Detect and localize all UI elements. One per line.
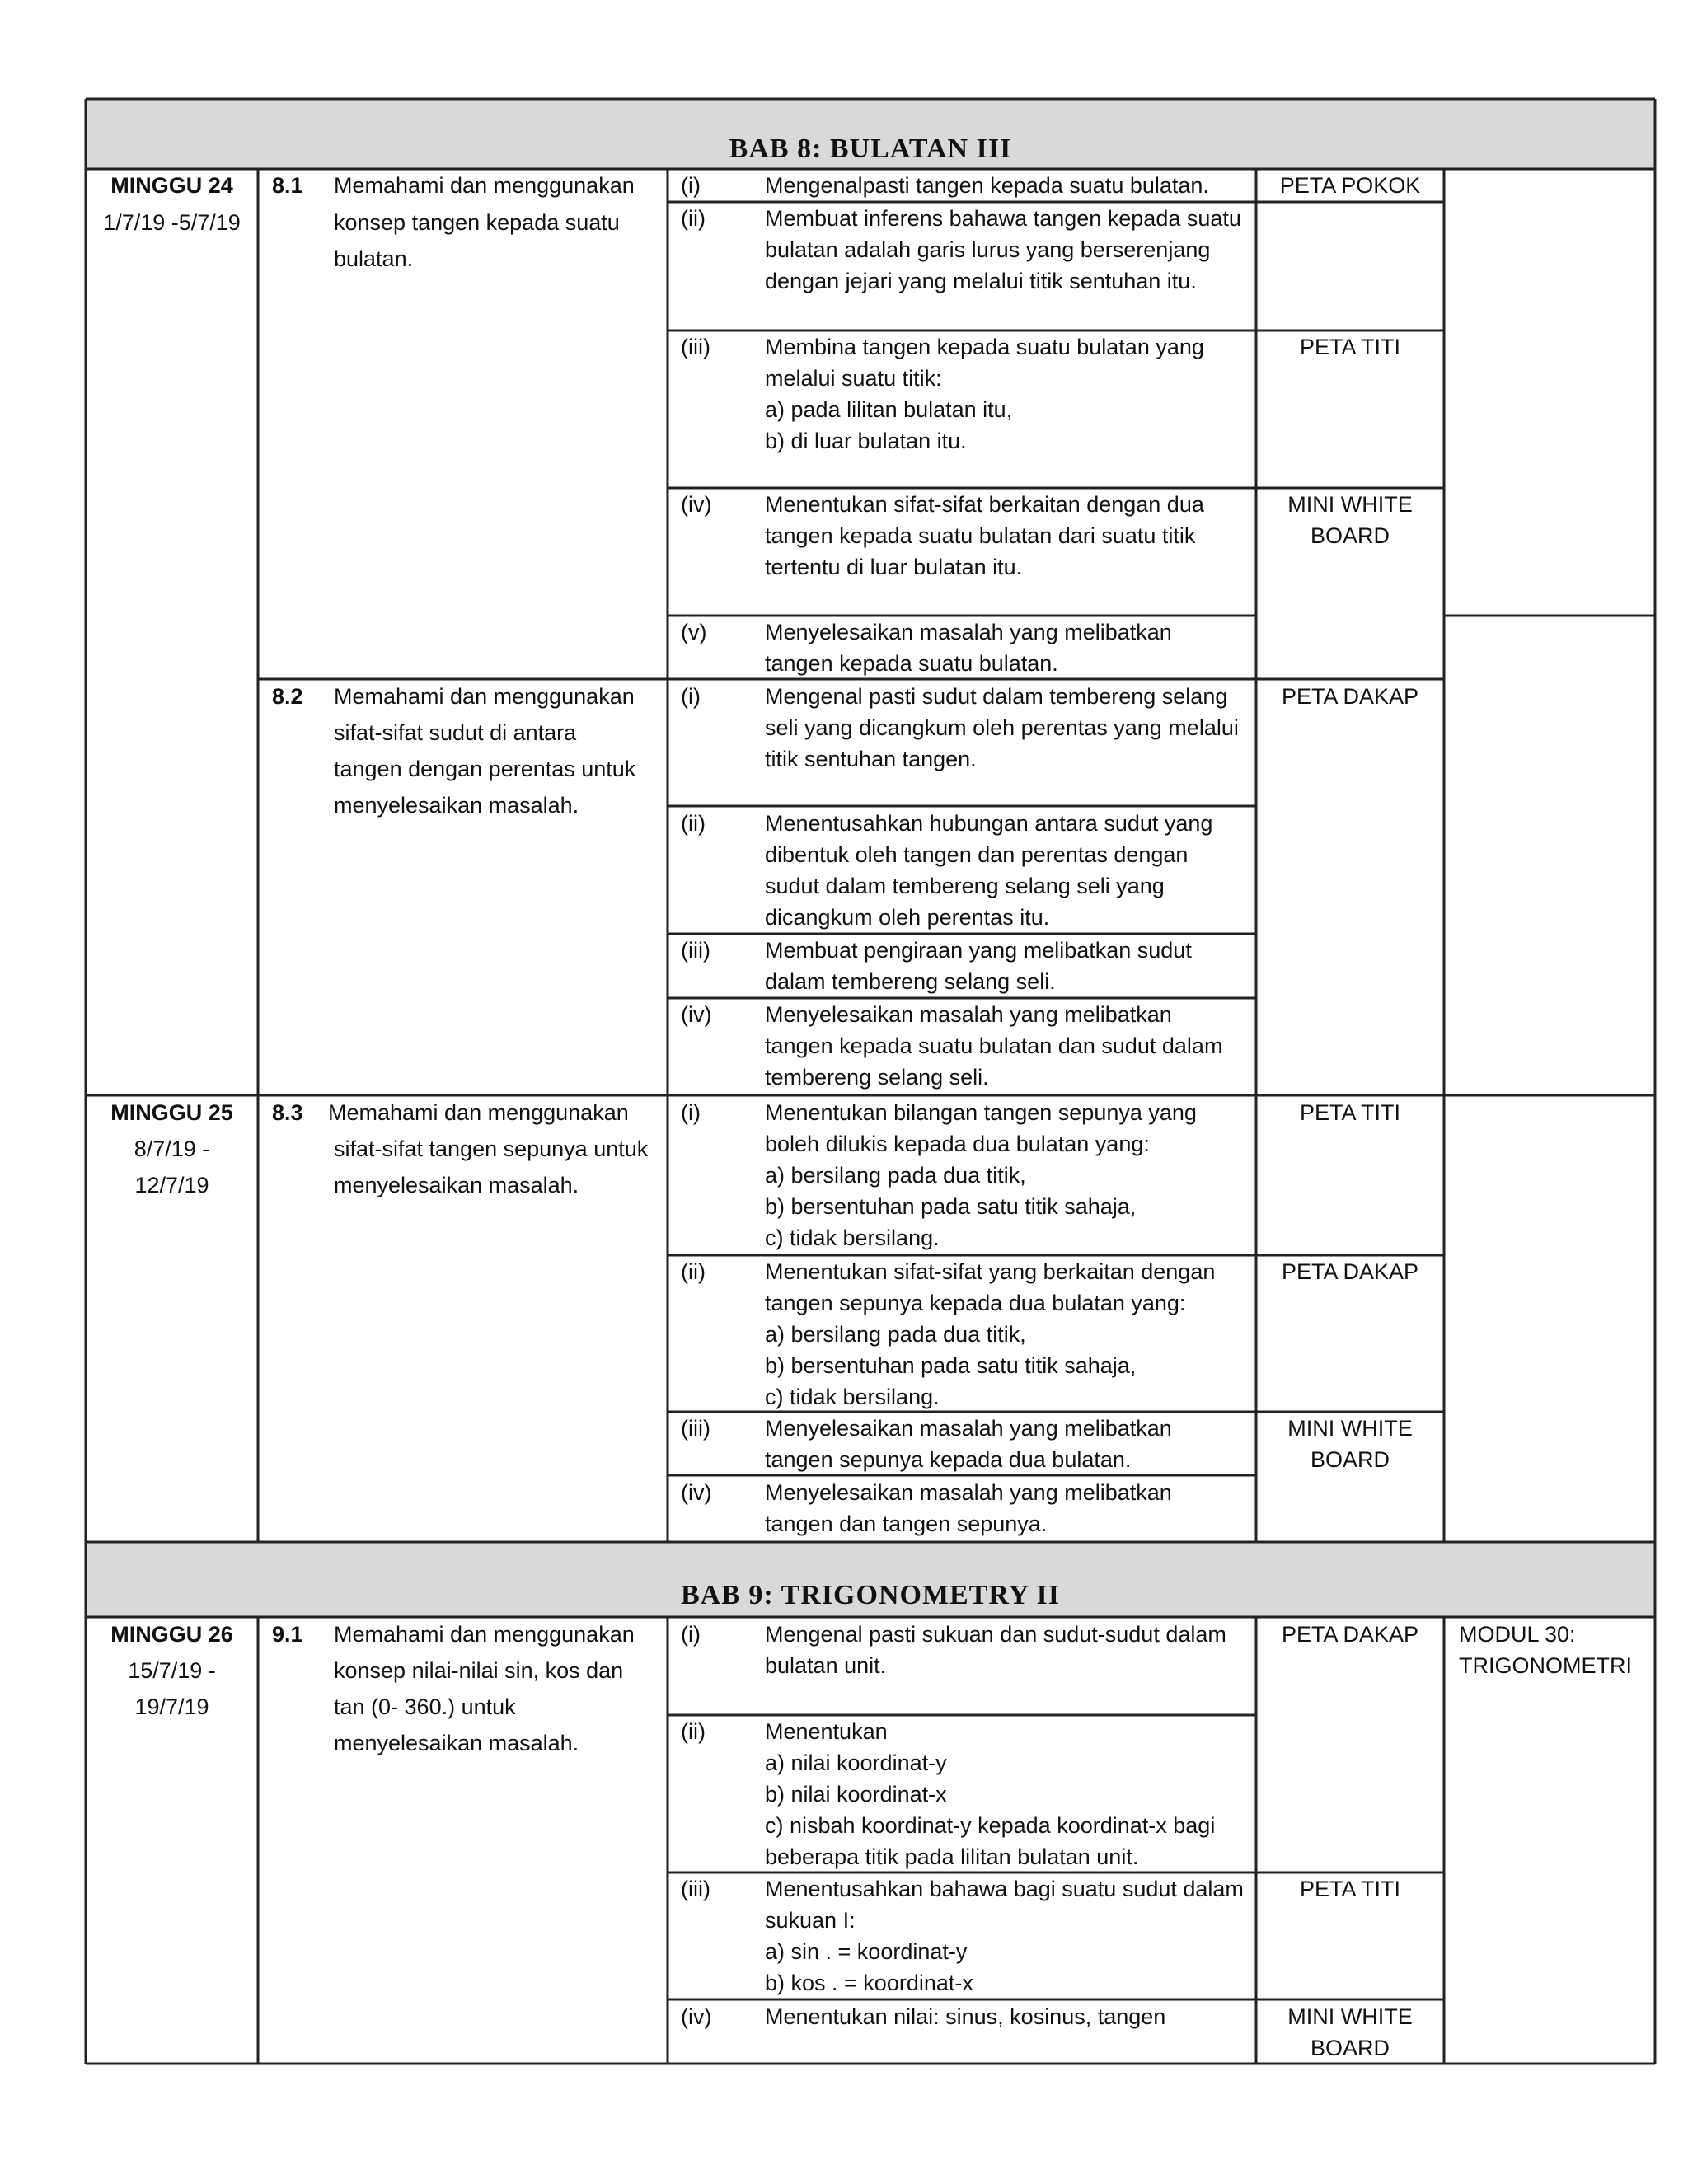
standard-9-1-number: 9.1 — [272, 1622, 303, 1647]
week-26-date-start: 15/7/19 - — [128, 1658, 216, 1683]
week-26-label: MINGGU 26 — [110, 1622, 233, 1647]
aid-peta-dakap-8-3: PETA DAKAP — [1281, 1259, 1419, 1284]
aid-peta-titi-9-1: PETA TITI — [1299, 1877, 1401, 1901]
week-25-date-start: 8/7/19 - — [134, 1137, 210, 1161]
standard-8-2-number: 8.2 — [272, 684, 303, 709]
aid-peta-titi-8-1: PETA TITI — [1299, 335, 1401, 359]
standard-8-1-number: 8.1 — [272, 173, 303, 198]
week-24-label: MINGGU 24 — [110, 173, 233, 198]
aid-peta-dakap-8-2: PETA DAKAP — [1281, 684, 1419, 709]
bab9-title: BAB 9: TRIGONOMETRY II — [680, 1580, 1061, 1610]
aid-peta-pokok: PETA POKOK — [1279, 173, 1421, 198]
aid-peta-titi-8-3: PETA TITI — [1299, 1100, 1401, 1125]
standard-8-3-number: 8.3 — [272, 1100, 303, 1125]
week-24-date: 1/7/19 -5/7/19 — [103, 210, 241, 235]
bab8-title: BAB 8: BULATAN III — [729, 134, 1012, 164]
week-25-date-end: 12/7/19 — [134, 1173, 209, 1197]
week-25-label: MINGGU 25 — [110, 1100, 233, 1125]
week-26-date-end: 19/7/19 — [134, 1694, 209, 1719]
rpt-page: BAB 8: BULATAN III BAB 9: TRIGONOMETRY II MINGGU 24 1/7/19 -5/7/19 8.1 Memahami dan menggunakan konsep tangen kepada suatu bulatan. (i) Mengenalpasti tangen kepada suatu bulatan. (ii) Membuat inferens bahawa tangen kepada suatu bulatan adalah garis lurus yang berserenjang dengan jejari yang melalui titik sentuhan itu. (iii) Membina tangen kepada suatu bulatan yang melalui suatu titik: a) pada lilitan bulatan itu, b) di luar bulatan itu. (iv) Menentukan sifat-sifat berkaitan dengan dua tangen kepada suatu bulatan dari suatu titik tertentu di luar bulatan itu. (v) Menyelesaikan masalah yang melibatkan tangen kepada suatu bulatan. PETA POKOK PETA TITI MINI WHITE BOARD 8.2 Memahami dan menggunakan sifat-sifat sudut di antara tangen dengan perentas untuk menyelesaikan masalah. (i) Mengenal pasti sudut dalam tembereng selang seli yang dicangkum oleh perentas yang melalui titik sentuhan tangen. (ii) Menentusahkan hubungan antara sudut yang dibentuk oleh tangen dan perentas dengan sudut dalam tembereng selang seli yang dicangkum oleh perentas itu. (iii) Membuat pengiraan yang melibatkan sudut dalam tembereng selang seli. (iv) Menyelesaikan masalah yang melibatkan tangen kepada suatu bulatan dan sudut dalam tembereng selang seli. PETA DAKAP MINGGU 25 8/7/19 - 12/7/19 8.3 Memahami dan menggunakan sifat-sifat tangen sepunya untuk menyelesaikan masalah. (i) Menentukan bilangan tangen sepunya yang boleh dilukis kepada dua bulatan yang: a) bersilang pada dua titik, b) bersentuhan pada satu titik sahaja, c) tidak bersilang. (ii) Menentukan sifat-sifat yang berkaitan dengan tangen sepunya kepada dua bulatan yang: a) bersilang pada dua titik, b) bersentuhan pada satu titik sahaja, c) tidak bersilang. (iii) Menyelesaikan masalah yang melibatkan tangen sepunya kepada dua bulatan. (iv) Menyelesaikan masalah yang melibatkan tangen dan tangen sepunya. PETA TITI PETA DAKAP MINI WHITE BOARD MINGGU 26 15/7/19 - 19/7/19 9.1 Memahami dan menggunakan konsep nilai-nilai sin, kos dan tan (0- 360.) untuk menyelesaikan masalah. (i) Mengenal pasti sukuan dan sudut-sudut dalam bulatan unit. (ii) Menentukan a) nilai koordinat-y b) nilai koordinat-x c) nisbah koordinat-y kepada koordinat-x bagi beberapa titik pada lilitan bulatan unit. (iii) Menentusahkan bahawa bagi suatu sudut dalam sukuan I: a) sin . = koordinat-y b) kos . = koordinat-x (iv) Menentukan nilai: sinus, kosinus, tangen PETA DAKAP PETA TITI MINI WHITE BOARD MODUL 30: TRIGONOMETRI — [0, 0, 1688, 2184]
aid-peta-dakap-9-1: PETA DAKAP — [1281, 1622, 1419, 1647]
